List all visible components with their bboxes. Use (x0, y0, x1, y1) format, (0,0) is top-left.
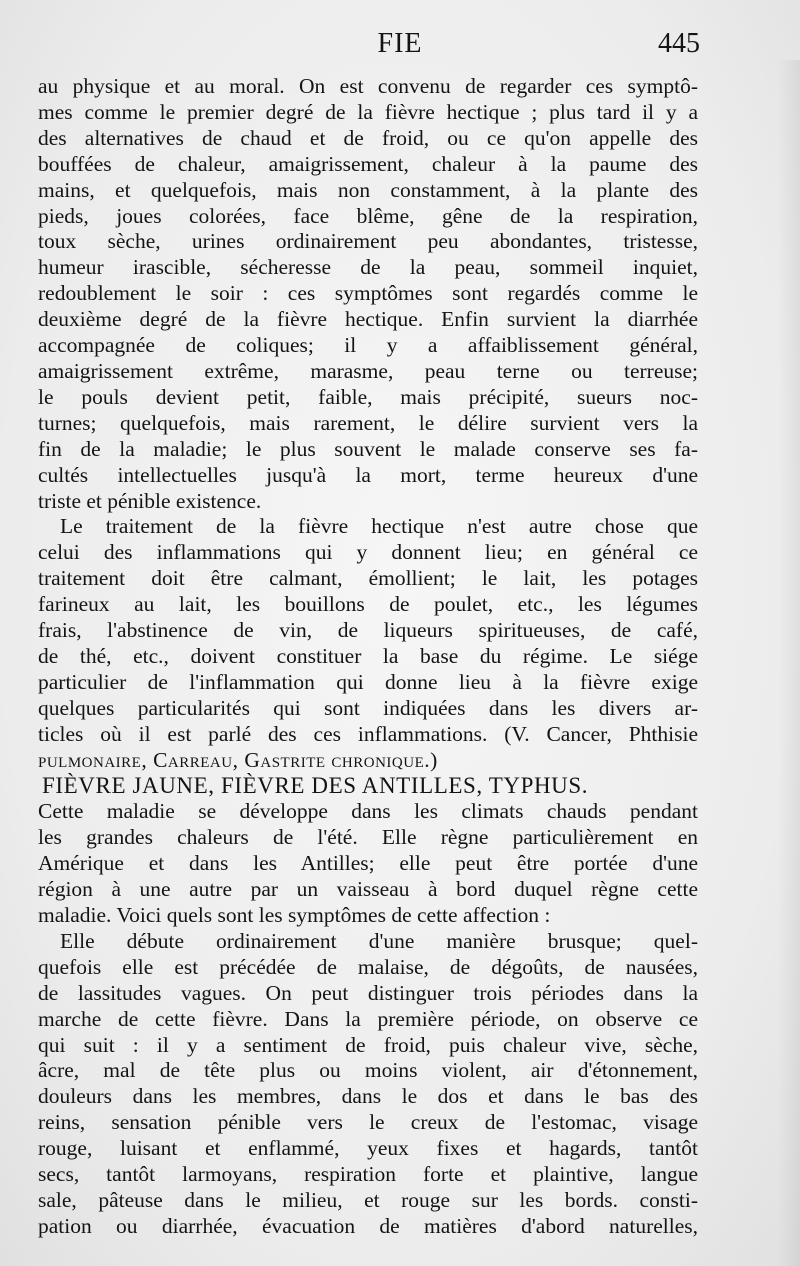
text-line: bouffées de chaleur, amaigrissement, chaleur à la paume des (38, 151, 698, 176)
text-line: le pouls devient petit, faible, mais précipité, sueurs noc- (38, 384, 698, 409)
text-line: maladie. Voici quels sont les symptômes de cette affection : (38, 903, 551, 927)
page-number: 445 (658, 28, 700, 59)
text-line: sale, pâteuse dans le milieu, et rouge sur les bords. consti- (38, 1187, 698, 1212)
text-line: toux sèche, urines ordinairement peu abondantes, tristesse, (38, 229, 698, 254)
text-line: les grandes chaleurs de l'été. Elle règne particulièrement en (38, 825, 698, 850)
paragraph-yellow-fever-intro (38, 799, 698, 929)
text-line: celui des inflammations qui y donnent lieu; en général ce (38, 540, 698, 565)
text-line: quelques particularités qui sont indiquées dans les divers ar- (38, 695, 698, 720)
text-line: pieds, joues colorées, face blême, gêne de la respiration, (38, 203, 698, 228)
text-line: de lassitudes vagues. On peut distinguer trois périodes dans la (38, 980, 698, 1005)
text-line: âcre, mal de tête plus ou moins violent, air d'étonnement, (38, 1058, 698, 1083)
text-line: traitement doit être calmant, émollient; le lait, les potages (38, 566, 698, 591)
text-line: reins, sensation pénible vers le creux de l'estomac, visage (38, 1110, 698, 1135)
text-line: frais, l'abstinence de vin, de liqueurs spiritueuses, de café, (38, 618, 698, 643)
text-line: Le traitement de la fièvre hectique n'est autre chose que (60, 514, 698, 539)
text-line: amaigrissement extrême, marasme, peau terne ou terreuse; (38, 358, 698, 383)
text-line: Elle débute ordinairement d'une manière brusque; quel- (60, 928, 698, 953)
text-line: turnes; quelquefois, mais rarement, le délire survient vers la (38, 410, 698, 435)
body-text (38, 74, 698, 1240)
text-line: mains, et quelquefois, mais non constamment, à la plante des (38, 177, 698, 202)
paragraph-yellow-fever-onset (38, 929, 698, 1240)
page-edge-shadow (778, 60, 800, 1266)
text-line: au physique et au moral. On est convenu de regarder ces symptô- (38, 74, 698, 98)
text-line: Amérique et dans les Antilles; elle peut être portée d'une (38, 851, 698, 876)
text-line: secs, tantôt larmoyans, respiration forte et plaintive, langue (38, 1162, 698, 1187)
text-line: marche de cette fièvre. Dans la première période, on observe ce (38, 1006, 698, 1031)
text-line: région à une autre par un vaisseau à bord duquel règne cette (38, 877, 698, 902)
text-line: qui suit : il y a sentiment de froid, puis chaleur vive, sèche, (38, 1032, 698, 1057)
running-head: FIE (377, 28, 423, 59)
text-line: Cette maladie se développe dans les climats chauds pendant (38, 799, 698, 824)
text-line: particulier de l'inflammation qui donne lieu à la fièvre exige (38, 669, 698, 694)
entry-title-yellow-fever: FIÈVRE JAUNE, FIÈVRE DES ANTILLES, TYPHUS. (42, 773, 589, 799)
text-line: cultés intellectuelles jusqu'à la mort, terme heureux d'une (38, 462, 698, 487)
text-line: pulmonaire, Carreau, Gastrite chronique.) (38, 747, 438, 772)
text-line: redoublement le soir : ces symptômes sont regardés comme le (38, 281, 698, 306)
text-line: douleurs dans les membres, dans le dos et dans le bas des (38, 1084, 698, 1109)
text-line: ticles où il est parlé des ces inflammations. (V. Cancer, Phthisie (38, 721, 698, 746)
entry-heading (38, 773, 698, 799)
paragraph-hectic-fever-symptoms (38, 74, 698, 514)
text-line: rouge, luisant et enflammé, yeux fixes et hagards, tantôt (38, 1136, 698, 1161)
text-line: humeur irascible, sécheresse de la peau, sommeil inquiet, (38, 255, 698, 280)
text-line: farineux au lait, les bouillons de poulet, etc., les légumes (38, 592, 698, 617)
text-line: pation ou diarrhée, évacuation de matières d'abord naturelles, (38, 1213, 698, 1238)
text-line: accompagnée de coliques; il y a affaiblissement général, (38, 333, 698, 358)
page-header (0, 28, 800, 68)
text-line: deuxième degré de la fièvre hectique. Enfin survient la diarrhée (38, 307, 698, 332)
text-line: fin de la maladie; le plus souvent le malade conserve ses fa- (38, 436, 698, 461)
paragraph-hectic-fever-treatment (38, 514, 698, 773)
text-line: de thé, etc., doivent constituer la base du régime. Le siége (38, 643, 698, 668)
text-line: quefois elle est précédée de malaise, de dégoûts, de nausées, (38, 954, 698, 979)
text-line: triste et pénible existence. (38, 488, 262, 513)
text-line: des alternatives de chaud et de froid, ou ce qu'on appelle des (38, 125, 698, 150)
text-line: mes comme le premier degré de la fièvre hectique ; plus tard il y a (38, 99, 698, 124)
